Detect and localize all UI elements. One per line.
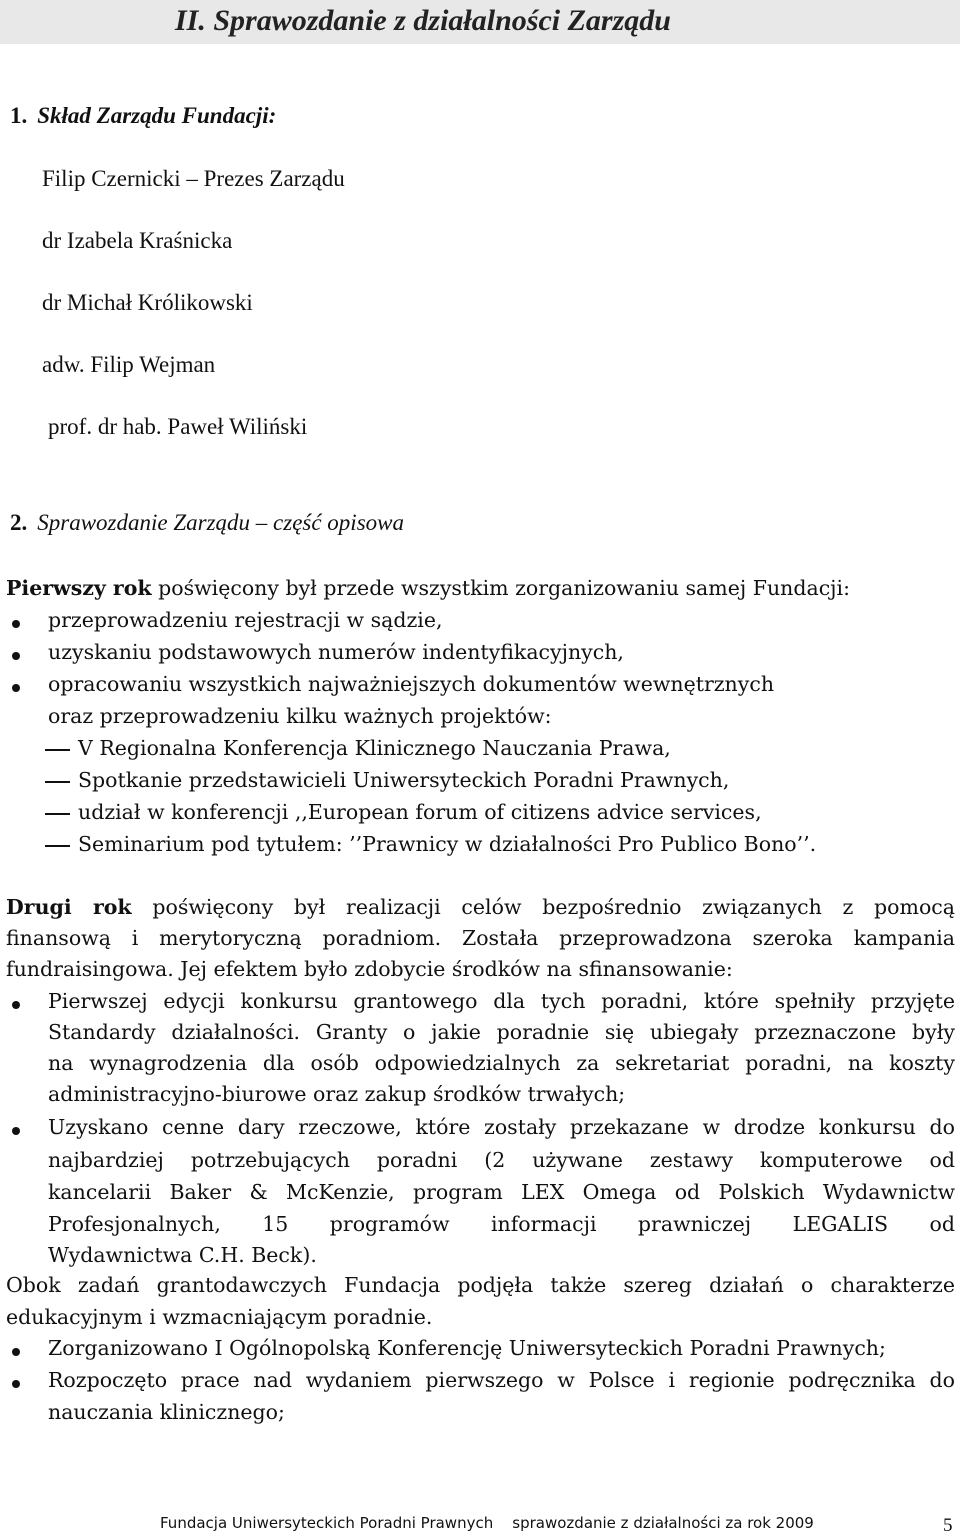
section-1-title: Skład Zarządu Fundacji: — [37, 103, 277, 128]
bullet-icon — [12, 1001, 20, 1009]
board-member: dr Izabela Kraśnicka — [42, 228, 233, 253]
list-item: na wynagrodzenia dla osób odpowiedzialnych za sekretariat poradni, na koszty — [48, 1051, 955, 1075]
section-2-heading — [10, 510, 404, 536]
dash-icon — [45, 813, 70, 815]
year2-line — [6, 892, 955, 923]
bullet-icon — [12, 1127, 20, 1135]
list-item: Zorganizowano I Ogólnopolską Konferencję Uniwersyteckich Poradni Prawnych; — [48, 1336, 886, 1360]
paragraph-line: edukacyjnym i wzmacniającym poradnie. — [6, 1305, 433, 1329]
bullet-icon — [12, 620, 20, 628]
year2-line: fundraisingowa. Jej efektem było zdobycie środków na sfinansowanie: — [6, 957, 733, 981]
section-2-number: 2. — [10, 510, 28, 535]
page-title: II. Sprawozdanie z działalności Zarządu — [175, 4, 671, 37]
board-member: dr Michał Królikowski — [42, 290, 253, 315]
list-item: nauczania klinicznego; — [48, 1400, 285, 1424]
project-item: udział w konferencji ,,European forum of citizens advice services, — [78, 800, 762, 824]
page-number: 5 — [943, 1515, 953, 1536]
year1-lead: Pierwszy rok — [6, 576, 152, 600]
bullet-icon — [12, 652, 20, 660]
section-1-heading — [10, 103, 276, 129]
bullet-icon — [12, 1380, 20, 1388]
section-1-number: 1. — [10, 103, 28, 128]
board-member: Filip Czernicki – Prezes Zarządu — [42, 166, 345, 191]
paragraph-line: Obok zadań grantodawczych Fundacja podjęła także szereg działań o charakterze — [6, 1273, 955, 1297]
list-item: Rozpoczęto prace nad wydaniem pierwszego w Polsce i regionie podręcznika do — [48, 1368, 955, 1392]
list-item: administracyjno-biurowe oraz zakup środków trwałych; — [48, 1082, 626, 1106]
dash-icon — [45, 845, 70, 847]
list-item: przeprowadzeniu rejestracji w sądzie, — [48, 608, 443, 632]
year2-lead-rest: poświęcony był realizacji celów bezpośrednio związanych z pomocą — [131, 895, 955, 919]
year1-intro — [6, 573, 850, 604]
dash-icon — [45, 781, 70, 783]
year2-line: finansową i merytoryczną poradniom. Została przeprowadzona szeroka kampania — [6, 926, 955, 950]
footer-text: Fundacja Uniwersyteckich Poradni Prawnych sprawozdanie z działalności za rok 2009 — [160, 1514, 814, 1532]
section-2-title: Sprawozdanie Zarządu – część opisowa — [37, 510, 404, 535]
board-member: prof. dr hab. Paweł Wiliński — [48, 414, 308, 439]
bullet-icon — [12, 684, 20, 692]
list-item: Profesjonalnych, 15 programów informacji prawniczej LEGALIS od — [48, 1212, 955, 1236]
year1-lead-rest: poświęcony był przede wszystkim zorganizowaniu samej Fundacji: — [151, 576, 851, 600]
year2-lead: Drugi rok — [6, 895, 132, 919]
list-item: Standardy działalności. Granty o jakie poradnie się ubiegały przeznaczone były — [48, 1020, 955, 1044]
project-item: Seminarium pod tytułem: ’’Prawnicy w działalności Pro Publico Bono’’. — [78, 832, 817, 856]
project-item: Spotkanie przedstawicieli Uniwersyteckich Poradni Prawnych, — [78, 768, 730, 792]
list-item: Wydawnictwa C.H. Beck). — [48, 1243, 317, 1267]
list-item: opracowaniu wszystkich najważniejszych dokumentów wewnętrznych — [48, 672, 775, 696]
title-bar — [0, 0, 960, 44]
list-item: najbardziej potrzebujących poradni (2 używane zestawy komputerowe od — [48, 1148, 955, 1172]
list-item: kancelarii Baker & McKenzie, program LEX Omega od Polskich Wydawnictw — [48, 1180, 955, 1204]
project-item: V Regionalna Konferencja Klinicznego Nauczania Prawa, — [78, 736, 671, 760]
list-item: Uzyskano cenne dary rzeczowe, które zostały przekazane w drodze konkursu do — [48, 1115, 955, 1139]
list-item: uzyskaniu podstawowych numerów indentyfikacyjnych, — [48, 640, 624, 664]
board-member: adw. Filip Wejman — [42, 352, 216, 377]
list-item-continuation: oraz przeprowadzeniu kilku ważnych projektów: — [48, 704, 552, 728]
bullet-icon — [12, 1348, 20, 1356]
list-item: Pierwszej edycji konkursu grantowego dla tych poradni, które spełniły przyjęte — [48, 989, 955, 1013]
dash-icon — [45, 749, 70, 751]
